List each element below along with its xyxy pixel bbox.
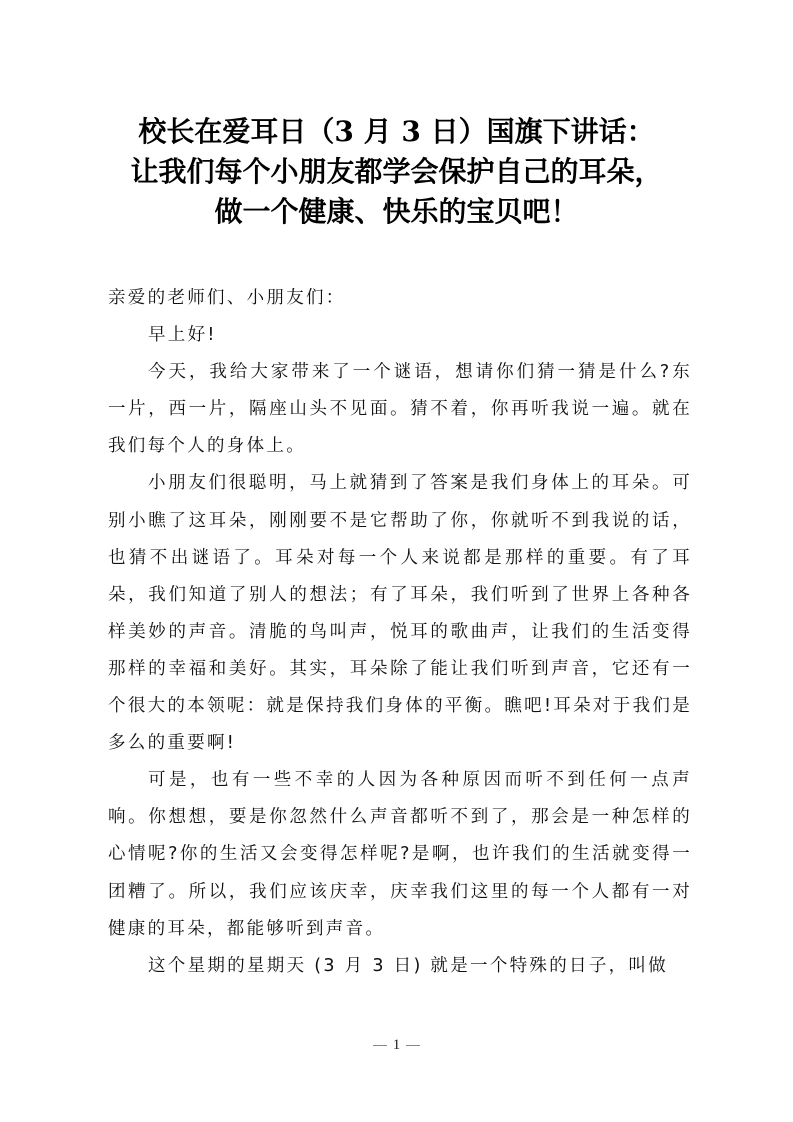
paragraph-hearing-loss: 可是，也有一些不幸的人因为各种原因而听不到任何一点声响。你想想，要是你忽然什么声音都听不到了，那会是一种怎样的心情呢?你的生活又会变得怎样呢?是啊，也许我们的生活就变得一团糟了。所以，我们应该庆幸，庆幸我们这里的每一个人都有一对健康的耳朵，都能够听到声音。 [108,770,692,939]
paragraph-ear-day: 这个星期的星期天 (3 月 3 日) 就是一个特殊的日子，叫做 [148,955,669,976]
paragraph-riddle: 今天，我给大家带来了一个谜语，想请你们猜一猜是什么?东一片，西一片，隔座山头不见面。猜不着，你再听我说一遍。就在我们每个人的身体上。 [108,362,692,457]
salutation: 亲爱的老师们、小朋友们： [108,288,346,308]
title-line-2: 让我们每个小朋友都学会保护自己的耳朵， [130,155,663,188]
greeting: 早上好! [148,325,217,346]
footer-dash-right [406,1045,420,1046]
title-line-1: 校长在爱耳日（3 月 3 日）国旗下讲话： [138,115,655,148]
page-number: 1 [392,1037,401,1053]
footer-dash-left [373,1045,387,1046]
paragraph-ears-importance: 小朋友们很聪明，马上就猜到了答案是我们身体上的耳朵。可别小瞧了这耳朵，刚刚要不是它帮助了你，你就听不到我说的话，也猜不出谜语了。耳朵对每一个人来说都是那样的重要。有了耳朵，我们知道了别人的想法；有了耳朵，我们听到了世界上各种各样美妙的声音。清脆的鸟叫声，悦耳的歌曲声，让我们的生活变得那样的幸福和美好。其实，耳朵除了能让我们听到声音，它还有一个很大的本领呢：就是保持我们身体的平衡。瞧吧!耳朵对于我们是多么的重要啊! [108,473,692,754]
title-line-3: 做一个健康、快乐的宝贝吧！ [214,195,579,228]
page-footer [0,1037,793,1054]
document-body [108,280,692,985]
